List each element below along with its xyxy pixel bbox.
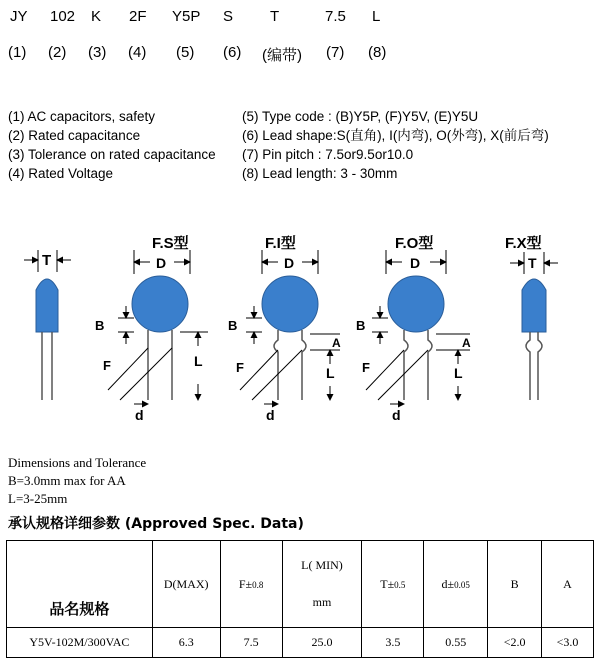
header-l-title: L( MIN) [301,558,343,572]
fi-d-label: D [284,255,295,271]
code-type: Y5P [172,8,201,25]
legend-item-5: (5) Type code : (B)Y5P, (F)Y5V, (E)Y5U [242,109,479,124]
fs-b-label: B [95,318,105,333]
fs-f-label: F [103,358,111,373]
fs-type-view [95,234,208,423]
header-t-tolerance: 0.5 [394,579,406,590]
fo-b-label: B [356,318,366,333]
index-3: (3) [88,44,107,61]
index-2: (2) [48,44,67,61]
code-voltage: 2F [129,8,147,25]
index-6: (6) [223,44,242,61]
fx-type-view [505,234,558,400]
fi-a-label: A [332,336,341,350]
header-a: A [542,541,594,628]
header-t-main: T± [380,576,395,591]
cell-d-max: 6.3 [152,628,220,658]
legend-right [242,107,549,183]
index-8: (8) [368,44,387,61]
dimensions-block [8,454,146,508]
fo-f-label: F [362,360,370,375]
cell-lead-d: 0.55 [424,628,488,658]
code-tape: T [270,8,280,25]
fs-d-label: D [156,255,167,271]
header-d-max: D(MAX) [152,541,220,628]
cell-b: <2.0 [488,628,542,658]
legend-item-8: (8) Lead length: 3 - 30mm [242,166,398,181]
fi-f-label: F [236,360,244,375]
legend-left [8,107,216,183]
table-row [7,628,594,658]
legend-item-4: (4) Rated Voltage [8,166,114,181]
header-d-tolerance: 0.05 [454,579,470,590]
header-f-main: F± [238,576,253,591]
code-length: L [372,8,381,25]
header-l-min [282,541,362,628]
dimensions-b-note: B=3.0mm max for AA [8,473,126,488]
fi-b-label: B [228,318,238,333]
index-7: (7) [326,44,345,61]
code-pitch: 7.5 [325,8,346,25]
code-tolerance: K [91,8,102,25]
dimensions-l-note: L=3-25mm [8,491,68,506]
cell-f: 7.5 [220,628,282,658]
fo-type-title: F.O型 [395,235,434,252]
fo-type-view [356,234,471,423]
header-f [220,541,282,628]
header-b: B [488,541,542,628]
spec-section-title: 承认规格详细参数 (Approved Spec. Data) [8,516,304,532]
lead-shape-diagram [0,222,600,427]
fs-l-label: L [194,353,203,369]
fi-type-view [228,234,341,423]
spec-table-header [7,541,594,628]
header-part-name: 品名规格 [7,541,153,628]
cell-t: 3.5 [362,628,424,658]
legend-item-7: (7) Pin pitch : 7.5or9.5or10.0 [242,147,414,162]
fs-type-title: F.S型 [152,235,189,252]
legend-item-6: (6) Lead shape:S(直角), I(内弯), O(外弯), X(前后弯) [242,128,549,143]
dimensions-heading: Dimensions and Tolerance [8,455,147,470]
index-4: (4) [128,44,147,61]
cell-part-name: Y5V-102M/300VAC [7,628,153,658]
fx-type-title: F.X型 [505,235,542,252]
header-d-main: d± [441,576,455,591]
legend-item-3: (3) Tolerance on rated capacitance [8,147,216,162]
fo-lead-d-label: d [392,407,401,423]
fi-l-label: L [326,365,335,381]
code-capacitance: 102 [50,8,76,25]
code-series: JY [10,8,28,25]
header-lead-d [424,541,488,628]
spec-table [6,540,594,658]
index-tape: (编带) [262,47,302,64]
cell-a: <3.0 [542,628,594,658]
legend-item-2: (2) Rated capacitance [8,128,141,143]
fi-type-title: F.I型 [265,235,296,252]
fs-lead-d-label: d [135,407,144,423]
fi-lead-d-label: d [266,407,275,423]
fo-l-label: L [454,365,463,381]
fx-t-label: T [528,255,537,271]
cell-l-min: 25.0 [282,628,362,658]
fo-d-label: D [410,255,421,271]
fo-a-label: A [462,336,471,350]
header-l-unit: mm [312,595,332,609]
header-f-tolerance: 0.8 [252,579,264,590]
side-view-left [24,250,71,400]
header-t [362,541,424,628]
side-view-t-label: T [42,252,52,269]
code-lead-shape: S [223,8,234,25]
legend-item-1: (1) AC capacitors, safety [8,109,156,124]
index-1: (1) [8,44,27,61]
index-5: (5) [176,44,195,61]
